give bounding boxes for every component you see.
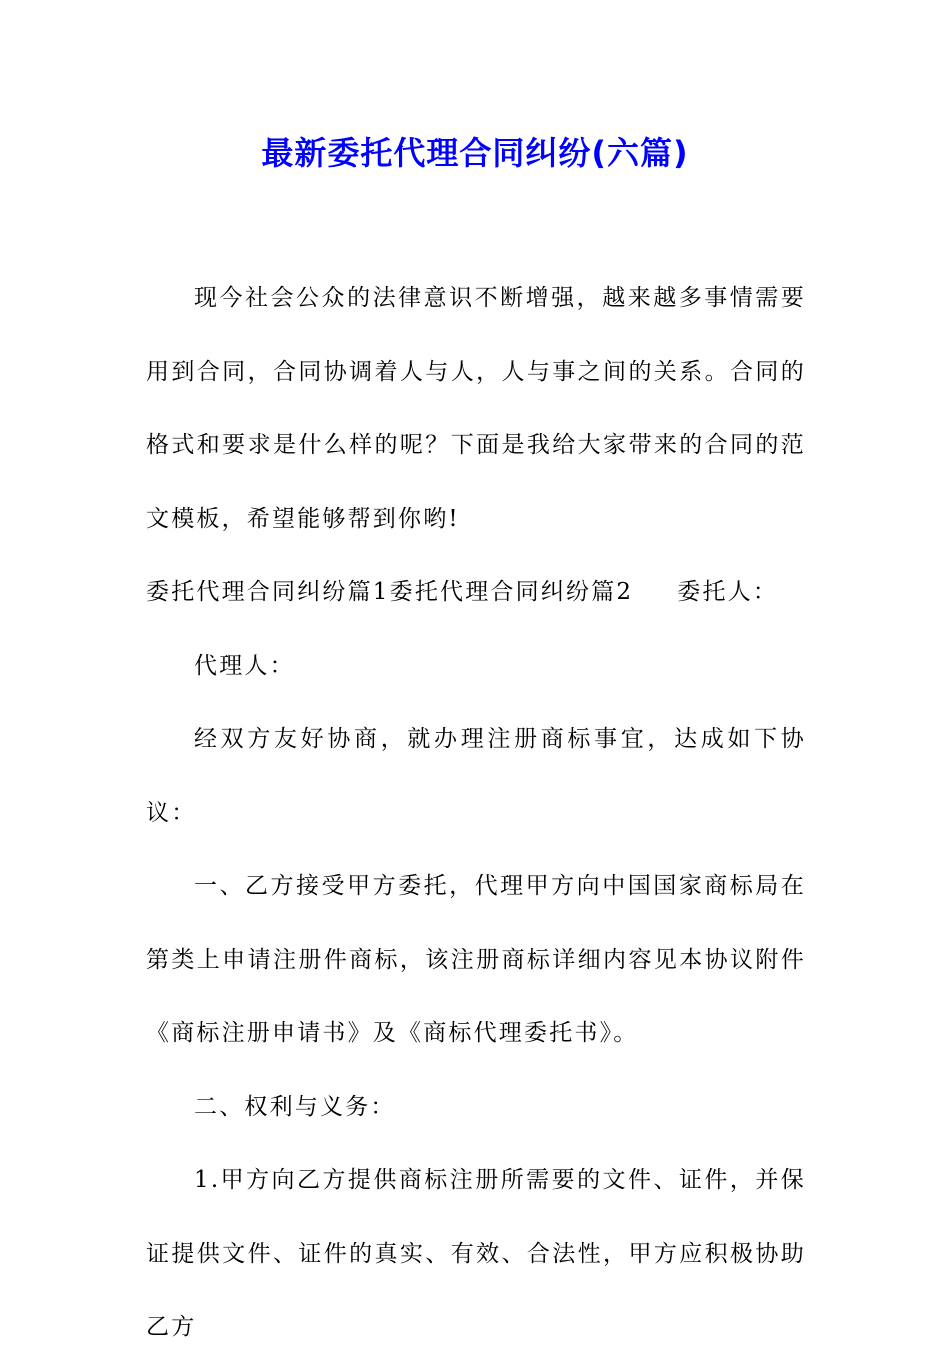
item-1-paragraph: 1.甲方向乙方提供商标注册所需要的文件、证件，并保证提供文件、证件的真实、有效、合法性，甲方应积极协助乙方 [146,1167,806,1340]
section-links-text: 委托代理合同纠纷篇1委托代理合同纠纷篇2 [146,579,634,605]
principal-label: 委托人： [677,579,779,605]
section-line [146,556,806,630]
agreement-paragraph: 经双方友好协商，就办理注册商标事宜，达成如下协议： [146,726,806,826]
document-body [146,262,806,1365]
intro-paragraph: 现今社会公众的法律意识不断增强，越来越多事情需要用到合同，合同协调着人与人，人与事之间的关系。合同的格式和要求是什么样的呢？下面是我给大家带来的合同的范文模板，希望能够帮到你哟! [146,285,806,532]
clause-1-paragraph: 一、乙方接受甲方委托，代理甲方向中国国家商标局在第类上申请注册件商标，该注册商标详细内容见本协议附件《商标注册申请书》及《商标代理委托书》。 [146,873,806,1046]
document-title: 最新委托代理合同纠纷(六篇) [261,134,689,172]
clause-2-heading: 二、权利与义务： [194,1093,396,1120]
agent-label: 代理人： [194,652,295,679]
